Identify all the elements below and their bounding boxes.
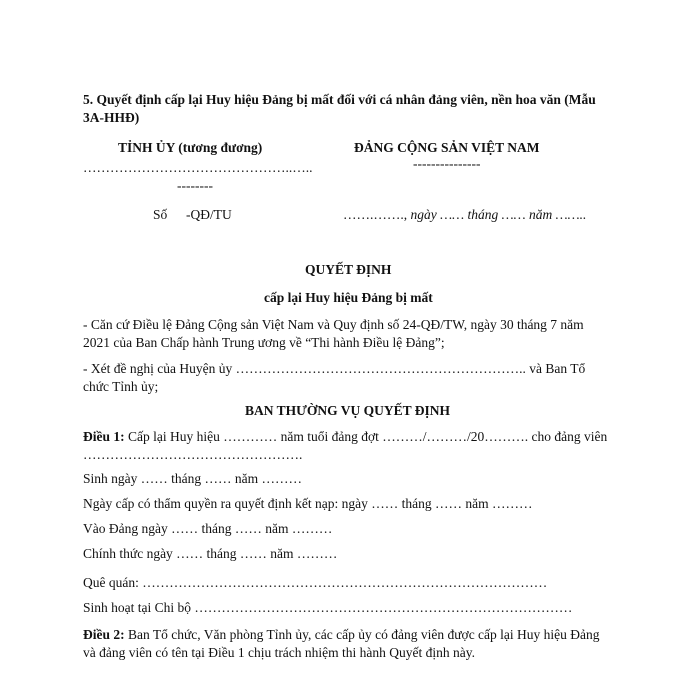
heading-line-1: 5. Quyết định cấp lại Huy hiệu Đảng bị mất đối với cá nhân đảng viên, nền hoa văn (Mẫu bbox=[83, 92, 596, 107]
preamble-2-line-1: - Xét đề nghị của Huyện ủy ……………………………………………………….. và Ban Tổ bbox=[83, 361, 586, 376]
article-1-label: Điều 1: bbox=[83, 429, 125, 444]
preamble-2-line-2: chức Tỉnh ủy; bbox=[83, 379, 159, 394]
date-line bbox=[343, 207, 586, 223]
date-place: …….……., bbox=[343, 207, 408, 222]
decision-number-label: Số bbox=[153, 207, 168, 222]
party-name: ĐẢNG CỘNG SẢN VIỆT NAM bbox=[354, 140, 540, 155]
admission-decision-line: Ngày cấp có thẩm quyền ra quyết định kết nạp: ngày …… tháng …… năm ……… bbox=[83, 496, 533, 511]
preamble-1-line-2: 2021 của Ban Chấp hành Trung ương về “Thi hành Điều lệ Đảng”; bbox=[83, 335, 445, 350]
article-1-line-1 bbox=[83, 429, 607, 445]
issuing-organization: TỈNH ỦY (tương đương) bbox=[118, 140, 263, 155]
organization-underline: -------- bbox=[177, 178, 213, 193]
decision-number-suffix: -QĐ/TU bbox=[186, 207, 232, 222]
article-2-line-1 bbox=[83, 627, 600, 643]
article-1-text: Cấp lại Huy hiệu ………… năm tuổi đảng đợt ………/………/20………. cho đảng viên bbox=[124, 429, 608, 444]
preamble-1-line-1: - Căn cứ Điều lệ Đảng Cộng sản Việt Nam và Quy định số 24-QĐ/TW, ngày 30 tháng 7 năm bbox=[83, 317, 584, 332]
official-member-line: Chính thức ngày …… tháng …… năm ……… bbox=[83, 546, 338, 561]
party-chapter-line: Sinh hoạt tại Chi bộ ………………………………………………………………………… bbox=[83, 600, 573, 615]
article-1-line-2: …………………………………………. bbox=[83, 447, 303, 462]
date-fields: ngày …… tháng …… năm …….. bbox=[410, 207, 587, 222]
heading-line-2: 3A-HHĐ) bbox=[83, 110, 140, 125]
document-subtitle: cấp lại Huy hiệu Đảng bị mất bbox=[264, 290, 433, 305]
party-name-underline: --------------- bbox=[413, 156, 481, 171]
article-2-label: Điều 2: bbox=[83, 627, 125, 642]
document-title: QUYẾT ĐỊNH bbox=[305, 262, 392, 277]
decision-heading: BAN THƯỜNG VỤ QUYẾT ĐỊNH bbox=[245, 403, 451, 418]
organization-dots: ………………………………………..….. bbox=[83, 160, 313, 175]
birth-date-line: Sinh ngày …… tháng …… năm ……… bbox=[83, 471, 302, 486]
joined-party-line: Vào Đảng ngày …… tháng …… năm ……… bbox=[83, 521, 333, 536]
article-2-line-2: và đảng viên có tên tại Điều 1 chịu trách nhiệm thi hành Quyết định này. bbox=[83, 645, 476, 660]
hometown-line: Quê quán: ……………………………………………………………………………… bbox=[83, 575, 548, 590]
article-2-text: Ban Tổ chức, Văn phòng Tỉnh ủy, các cấp ủy có đảng viên được cấp lại Huy hiệu Đảng bbox=[124, 627, 600, 642]
